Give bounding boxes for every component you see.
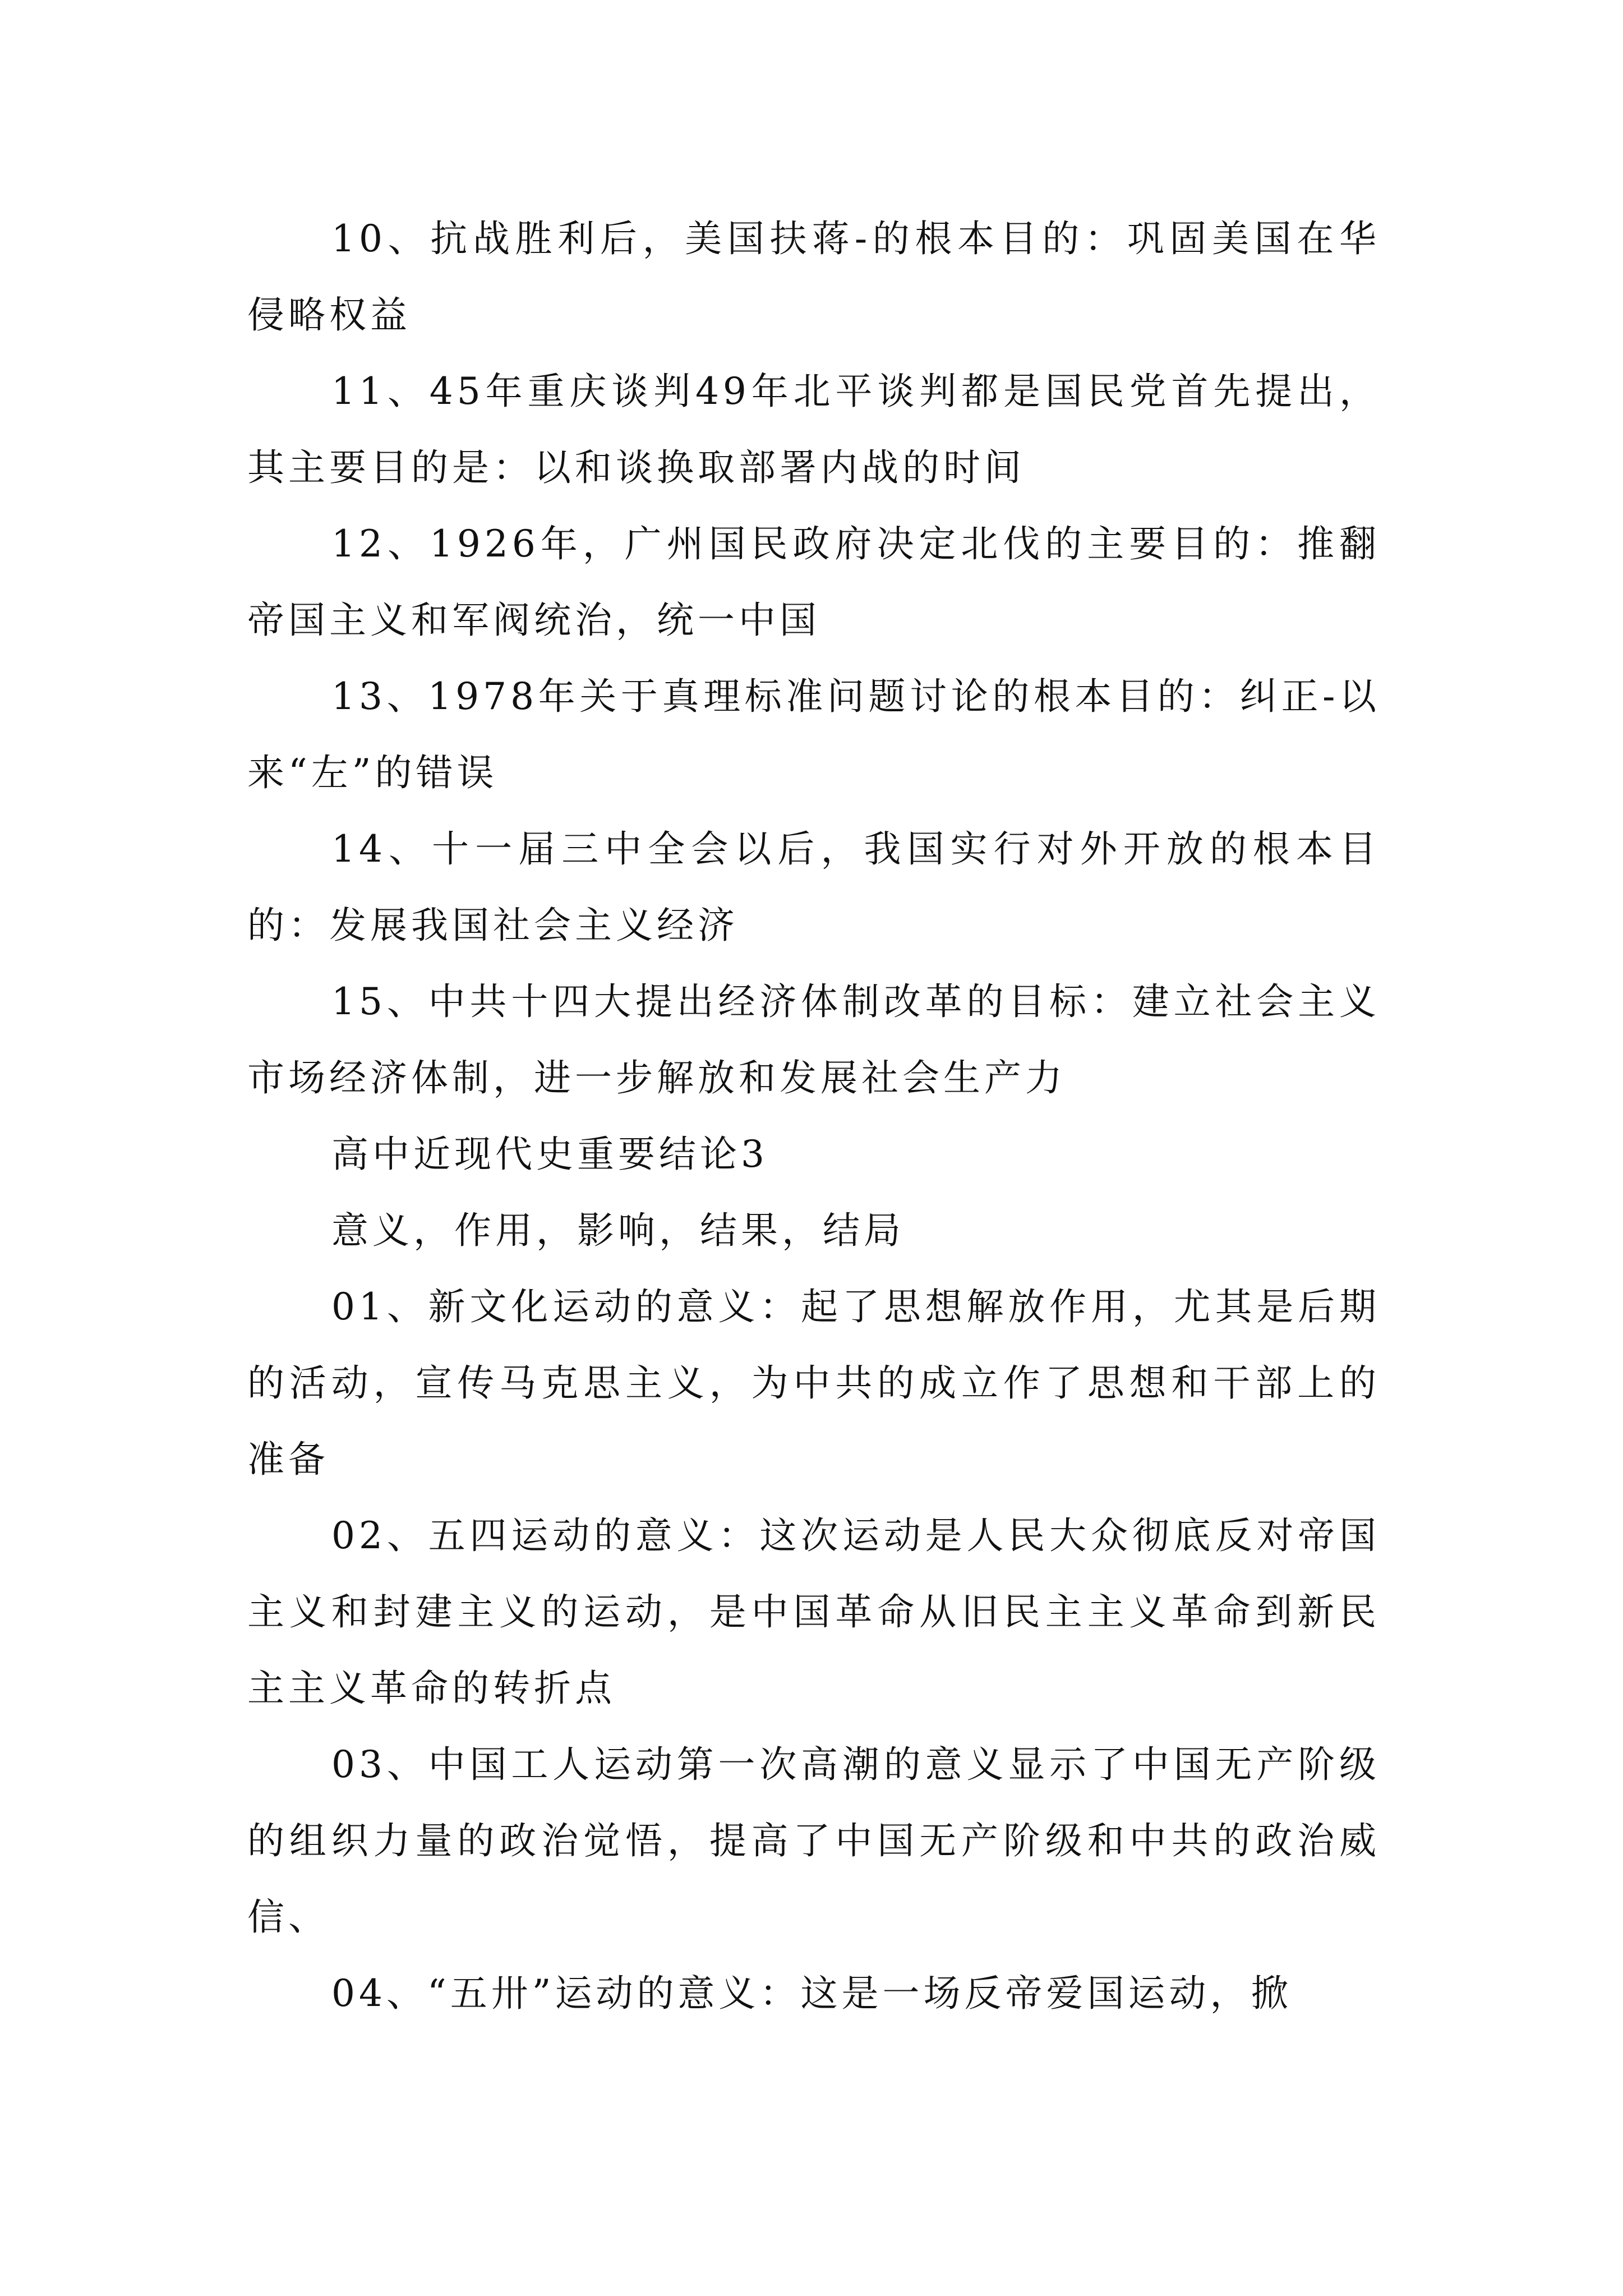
paragraph-03: 03、中国工人运动第一次高潮的意义显示了中国无产阶级的组织力量的政治觉悟，提高了中国无产阶级和中共的政治威信、 [247, 1743, 1380, 1939]
section-heading: 高中近现代史重要结论3 [331, 1133, 768, 1176]
paragraph-04: 04、“五卅”运动的意义：这是一场反帝爱国运动，掀 [331, 1972, 1292, 2015]
paragraph-11: 11、45年重庆谈判49年北平谈判都是国民党首先提出，其主要目的是：以和谈换取部署内战的时间 [247, 370, 1380, 489]
section-subheading: 意义，作用，影响，结果，结局 [331, 1209, 905, 1252]
paragraph-13: 13、1978年关于真理标准问题讨论的根本目的：纠正-以来“左”的错误 [247, 675, 1380, 794]
paragraph-02: 02、五四运动的意义：这次运动是人民大众彻底反对帝国主义和封建主义的运动，是中国革命从旧民主主义革命到新民主主义革命的转折点 [247, 1514, 1380, 1710]
paragraph-15: 15、中共十四大提出经济体制改革的目标：建立社会主义市场经济体制，进一步解放和发展社会生产力 [247, 980, 1380, 1099]
paragraph-14: 14、十一届三中全会以后，我国实行对外开放的根本目的：发展我国社会主义经济 [247, 827, 1380, 947]
paragraph-12: 12、1926年，广州国民政府决定北伐的主要目的：推翻帝国主义和军阀统治，统一中国 [247, 522, 1380, 642]
paragraph-10: 10、抗战胜利后，美国扶蒋-的根本目的：巩固美国在华侵略权益 [247, 217, 1380, 337]
paragraph-01: 01、新文化运动的意义：起了思想解放作用，尤其是后期的活动，宣传马克思主义，为中共的成立作了思想和干部上的准备 [247, 1285, 1380, 1481]
document-body [247, 201, 1380, 2032]
